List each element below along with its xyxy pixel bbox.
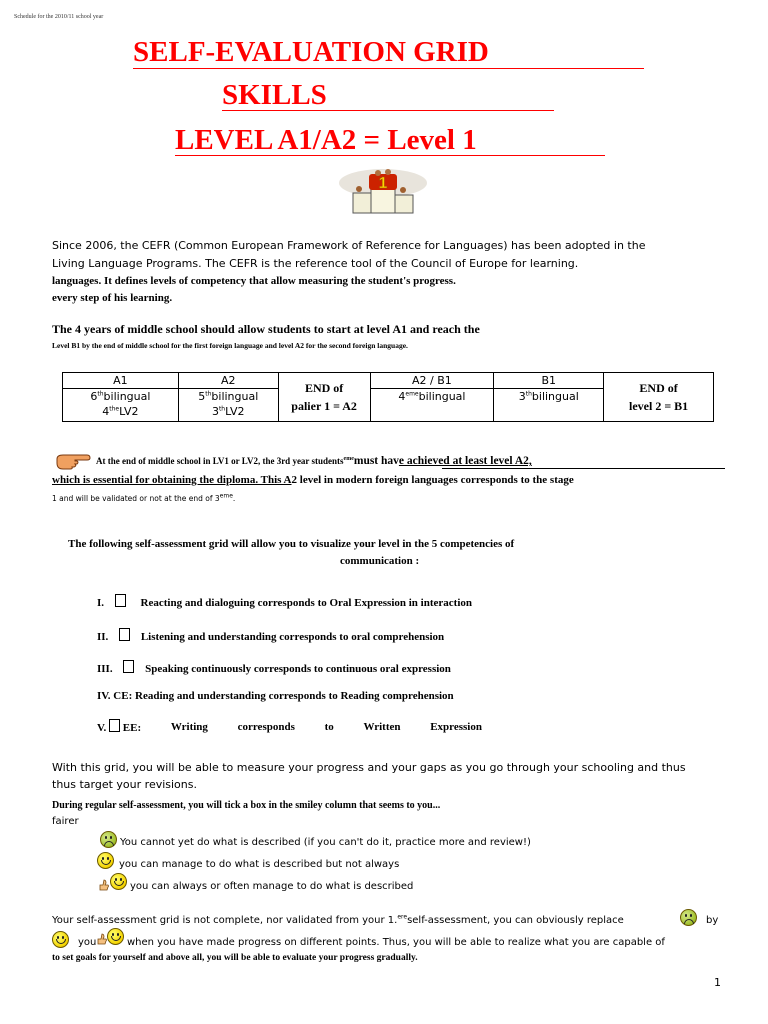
end-level-2-line-1: END of <box>639 381 678 395</box>
neutral-smiley-icon <box>97 852 114 869</box>
end-palier-1-line-2: palier 1 = A2 <box>291 399 357 413</box>
header-note: Schedule for the 2010/11 school year <box>14 14 104 20</box>
svg-text:1: 1 <box>378 175 388 192</box>
a2-b1-cell: 4emebilingual <box>370 389 494 422</box>
closing-line-3: to set goals for yourself and above all, you will be able to evaluate your progress gradually. <box>52 953 418 963</box>
end-level-2-cell <box>604 373 714 422</box>
legend-neutral-text: you can manage to do what is described but not always <box>119 859 400 870</box>
progress-line-1: With this grid, you will be able to measure your progress and your gaps as you go through your schooling and thus <box>52 761 686 774</box>
competency-4: IV. CE: Reading and understanding corresponds to Reading comprehension <box>97 690 454 702</box>
thumbs-up-icon <box>99 878 109 890</box>
grid-intro-line-2: communication : <box>340 555 420 567</box>
end-palier-1-line-1: END of <box>304 381 344 395</box>
closing-line-1: Your self-assessment grid is not complete, nor validated from your 1.$^{ere}$self-assessment, you can obviously replace <box>52 913 624 926</box>
header-b1: B1 <box>494 373 604 389</box>
header-a2-b1: A2 / B1 <box>370 373 494 389</box>
progress-line-2: thus target your revisions. <box>52 778 197 791</box>
checkbox-5[interactable] <box>109 719 120 732</box>
thumbs-smiley-icon <box>110 873 127 890</box>
competency-2: II. Listening and understanding corresponds to oral comprehension <box>97 628 444 643</box>
b1-cell: 3thbilingual <box>494 389 604 422</box>
note-line-1: At the end of middle school in LV1 or LV2, the 3rd year students$^{eme}$must have achieved at least level A2, <box>96 455 532 467</box>
levels-table <box>62 372 714 422</box>
pointing-hand-icon <box>55 451 91 471</box>
regular-line-2: fairer <box>52 816 79 827</box>
intro-line-2: Living Language Programs. The CEFR is the reference tool of the Council of Europe for learning. <box>52 257 579 270</box>
checkbox-2[interactable] <box>119 628 130 641</box>
note-underline <box>442 468 725 469</box>
podium-illustration <box>333 165 433 217</box>
a1-cell: 6thbilingual $4^{the}LV2$ <box>63 389 179 422</box>
title-underline-2 <box>222 110 554 111</box>
end-level-2-line-2: level 2 = B1 <box>629 399 689 413</box>
title-line-3: LEVEL A1/A2 = Level 1 <box>175 124 477 156</box>
title-underline-3 <box>175 155 605 156</box>
note-line-2: which is essential for obtaining the diploma. This A2 level in modern foreign languages corresponds to the stage <box>52 474 574 486</box>
legend-thumbs-text: you can always or often manage to do what is described <box>130 881 414 892</box>
sad-smiley-icon <box>100 831 117 848</box>
middle-school-line-1: The 4 years of middle school should allow students to start at level A1 and reach the <box>52 322 480 336</box>
competency-1: I. Reacting and dialoguing corresponds to Oral Expression in interaction <box>97 594 472 609</box>
closing-line-2: when you have made progress on different points. Thus, you will be able to realize what you are capable of <box>127 937 665 948</box>
competency-3: III. Speaking continuously corresponds to continuous oral expression <box>97 660 451 675</box>
page-number: 1 <box>714 976 721 989</box>
closing-you: you <box>78 937 97 948</box>
sad-smiley-icon-inline <box>680 909 697 926</box>
title-line-1: SELF-EVALUATION GRID <box>133 36 489 68</box>
thumbs-up-icon-inline <box>97 932 107 944</box>
checkbox-3[interactable] <box>123 660 134 673</box>
title-underline-1 <box>133 68 644 69</box>
competency-5: V. EE: Writing corresponds to Written Expression <box>97 720 482 734</box>
title-line-2: SKILLS <box>222 79 327 111</box>
thumbs-smiley-icon-inline <box>107 928 124 945</box>
intro-line-4: every step of his learning. <box>52 292 173 304</box>
header-a2: A2 <box>178 373 278 389</box>
end-palier-1-cell <box>278 373 370 422</box>
header-a1: A1 <box>63 373 179 389</box>
intro-line-1: Since 2006, the CEFR (Common European Framework of Reference for Languages) has been adopted in the <box>52 239 646 252</box>
grid-intro-line-1: The following self-assessment grid will allow you to visualize your level in the 5 competencies of <box>68 538 515 550</box>
checkbox-1[interactable] <box>115 594 126 607</box>
a2-cell: 5thbilingual 3thLV2 <box>178 389 278 422</box>
neutral-smiley-icon-inline <box>52 931 69 948</box>
middle-school-line-2: Level B1 by the end of middle school for the first foreign language and level A2 for the second foreign language. <box>52 341 408 350</box>
intro-line-3: languages. It defines levels of competency that allow measuring the student's progress. <box>52 275 456 287</box>
note-line-3: 1 and will be validated or not at the end of 3eme. <box>52 492 236 503</box>
closing-by: by <box>706 915 719 926</box>
legend-sad-text: You cannot yet do what is described (if you can't do it, practice more and review!) <box>120 837 531 848</box>
regular-line-1: During regular self-assessment, you will tick a box in the smiley column that seems to you... <box>52 800 441 811</box>
